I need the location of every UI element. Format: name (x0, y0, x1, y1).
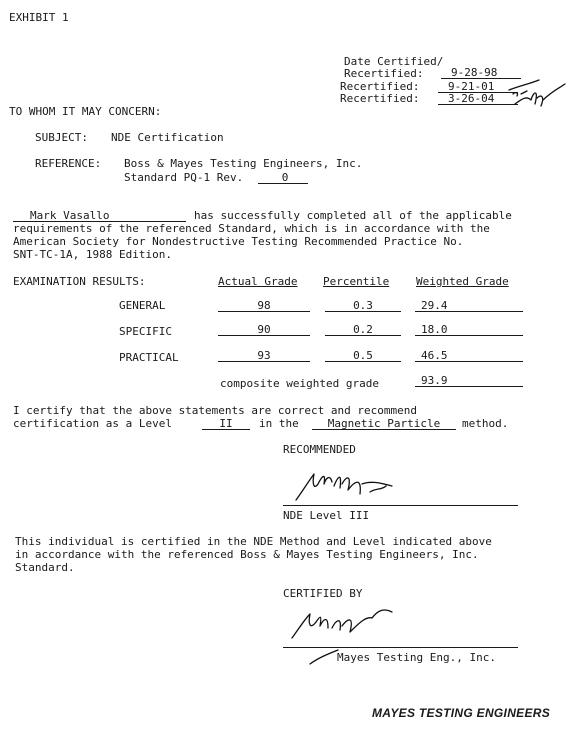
recommended-label: RECOMMENDED (283, 443, 356, 456)
recertified-date-3: 3-26-04 (448, 92, 495, 105)
reference-rev-line (258, 183, 308, 184)
row-specific-actual: 90 (257, 323, 271, 336)
certify-line-1: I certify that the above statements are correct and recommend (13, 404, 417, 417)
certified-caption: Mayes Testing Eng., Inc. (337, 651, 496, 664)
exhibit-label: EXHIBIT 1 (9, 11, 69, 24)
individual-line-3: Standard. (15, 561, 75, 574)
composite-label: composite weighted grade (220, 377, 379, 390)
statement-line-1: has successfully completed all of the applicable (194, 209, 512, 222)
certify-level: II (219, 417, 233, 430)
row-practical-percentile-line (325, 361, 401, 362)
recommended-caption: NDE Level III (283, 509, 370, 522)
statement-line-4: SNT-TC-1A, 1988 Edition. (13, 248, 172, 261)
header-weighted-grade: Weighted Grade (416, 275, 509, 288)
candidate-name: Mark Vasallo (30, 209, 110, 222)
salutation: TO WHOM IT MAY CONCERN: (9, 105, 162, 118)
certify-level-line (202, 429, 250, 430)
certified-by-label: CERTIFIED BY (283, 587, 363, 600)
reference-label: REFERENCE: (35, 157, 102, 170)
row-practical-percentile: 0.5 (353, 349, 373, 362)
subject-value: NDE Certification (111, 131, 224, 144)
row-general-actual: 98 (257, 299, 271, 312)
individual-line-2: in accordance with the referenced Boss & Mayes Testing Engineers, Inc. (15, 548, 479, 561)
reference-rev-value: 0 (281, 171, 289, 184)
certify-line-2-a: certification as a Level (13, 417, 172, 430)
certify-line-2-c: method. (462, 417, 509, 430)
recertified-label-2: Recertified: (340, 80, 420, 93)
row-practical-weighted: 46.5 (421, 349, 448, 362)
recertified-date-2: 9-21-01 (448, 80, 495, 93)
row-specific-weighted-line (415, 335, 523, 336)
row-specific-label: SPECIFIC (119, 325, 172, 338)
header-actual-grade: Actual Grade (218, 275, 298, 288)
row-general-weighted-line (415, 311, 523, 312)
footer-brand: MAYES TESTING ENGINEERS (372, 706, 551, 720)
recommended-signature-line (283, 505, 518, 506)
row-specific-weighted: 18.0 (421, 323, 448, 336)
row-specific-percentile: 0.2 (353, 323, 373, 336)
initials-signature-icon (505, 74, 569, 116)
row-practical-actual: 93 (257, 349, 271, 362)
row-general-label: GENERAL (119, 299, 166, 312)
certify-method: Magnetic Particle (327, 417, 441, 430)
certify-line-2-b: in the (259, 417, 299, 430)
row-practical-actual-line (218, 361, 310, 362)
reference-line-2-prefix: Standard PQ-1 Rev. (124, 171, 244, 184)
certify-method-line (312, 429, 456, 430)
date-certified-label: Date Certified/ (344, 55, 444, 68)
row-general-actual-line (218, 311, 310, 312)
subject-label: SUBJECT: (35, 131, 88, 144)
certified-signature-line (283, 647, 518, 648)
exam-results-label: EXAMINATION RESULTS: (13, 275, 146, 288)
row-practical-label: PRACTICAL (119, 351, 179, 364)
row-general-percentile-line (325, 311, 401, 312)
header-percentile: Percentile (323, 275, 390, 288)
statement-line-3: American Society for Nondestructive Testing Recommended Practice No. (13, 235, 464, 248)
statement-line-2: requirements of the referenced Standard, which is in accordance with the (13, 222, 490, 235)
row-general-percentile: 0.3 (353, 299, 373, 312)
recertified-label-3: Recertified: (340, 92, 420, 105)
row-practical-weighted-line (415, 361, 523, 362)
composite-value-line (415, 386, 523, 387)
individual-line-1: This individual is certified in the NDE Method and Level indicated above (15, 535, 492, 548)
recommended-signature-icon (292, 466, 402, 506)
row-general-weighted: 29.4 (421, 299, 448, 312)
recertified-label-1: Recertified: (344, 67, 424, 80)
recertified-date-1: 9-28-98 (451, 66, 498, 79)
composite-value: 93.9 (421, 374, 448, 387)
reference-line-1: Boss & Mayes Testing Engineers, Inc. (124, 157, 363, 170)
row-specific-actual-line (218, 335, 310, 336)
row-specific-percentile-line (325, 335, 401, 336)
